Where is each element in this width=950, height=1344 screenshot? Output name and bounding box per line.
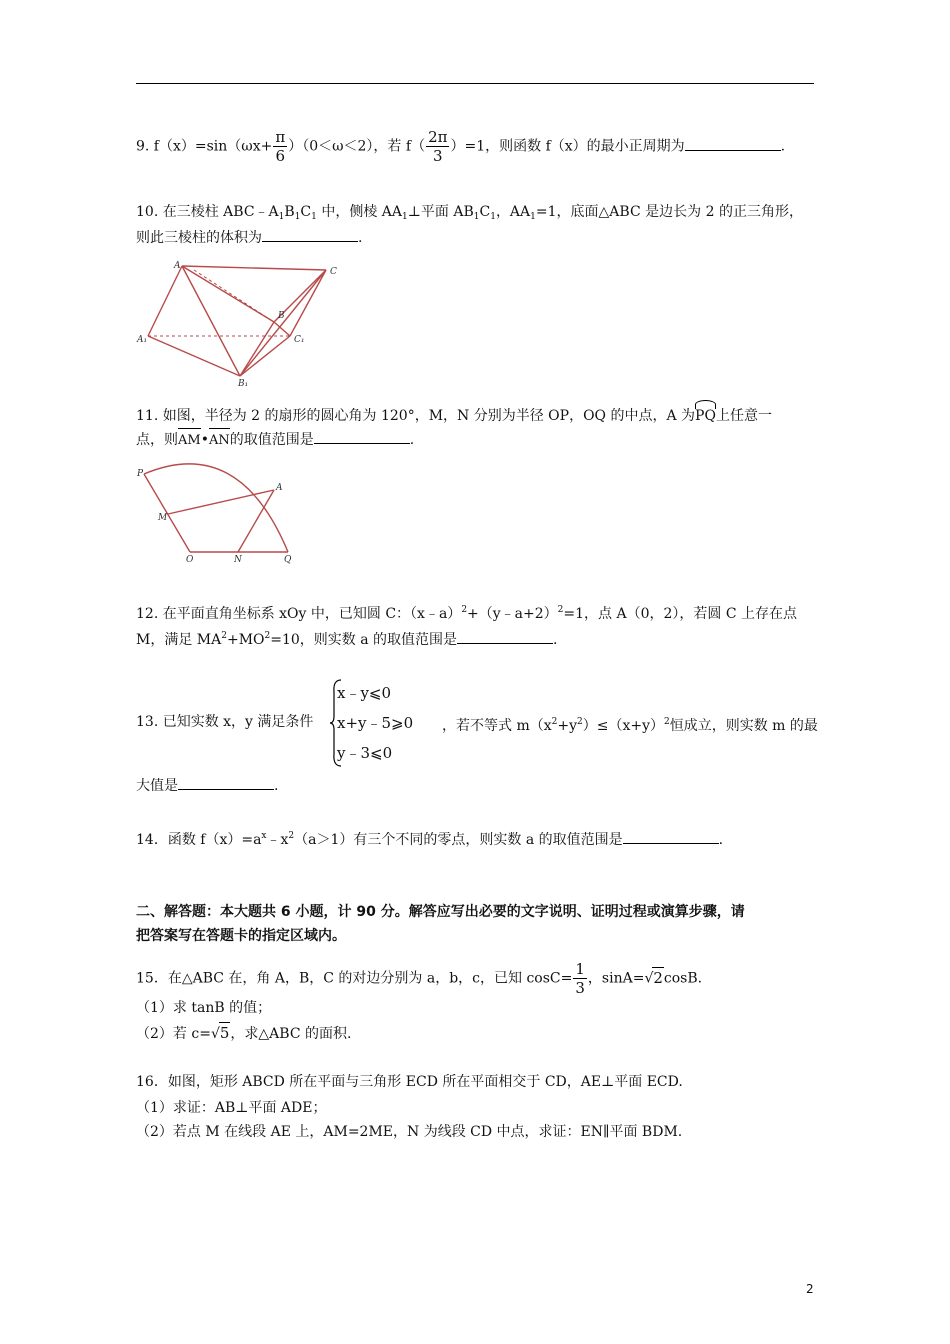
q15-frac-num: 1	[575, 960, 585, 978]
q15-tail: cosB.	[663, 970, 703, 987]
question-16: 16．如图，矩形 ABCD 所在平面与三角形 ECD 所在平面相交于 CD，AE⊥平面 ECD.	[136, 1074, 683, 1090]
sqrt-symbol: √	[644, 970, 654, 987]
question-15-part-1: （1）求 tanB 的值；	[136, 1000, 272, 1016]
q11-line1-tail: 上任意一	[715, 408, 772, 424]
q13-tail-a: ，若不等式 m（x	[442, 718, 552, 734]
fig11-label-A: A	[276, 483, 283, 493]
edge-AC	[182, 266, 326, 270]
q13-tail-b: +y	[557, 718, 577, 734]
question-12-line-1	[136, 600, 797, 624]
q14-text-a: 14．函数 f（x）=a	[136, 832, 262, 848]
arc-PQ: PQ	[695, 400, 716, 426]
fig11-label-Q: Q	[284, 555, 292, 565]
fig10-label-B1: B₁	[238, 379, 249, 389]
header-rule	[136, 83, 814, 84]
q10-sub: 1	[278, 212, 285, 222]
sqrt-radicand: 2	[653, 968, 663, 987]
inequality-2: x+y﹣5⩾0	[337, 714, 414, 732]
edge-B1C	[240, 270, 326, 376]
q13-tail-c: ）≤（x+y）	[582, 718, 664, 734]
q9-frac1-num: π	[275, 128, 286, 146]
section-2-heading-line-1: 二、解答题：本大题共 6 小题，计 90 分。解答应写出必要的文字说明、证明过程或演算步骤，请	[136, 904, 745, 920]
q9-frac2-num: 2π	[428, 128, 448, 146]
q10-text-e: ⊥平面 AB	[407, 204, 474, 220]
q13-end: .	[274, 778, 279, 794]
arc-PQ-curve	[144, 464, 288, 552]
fig10-label-A: A	[174, 261, 181, 271]
question-15	[136, 960, 702, 997]
q14-sup-x: x	[261, 831, 267, 841]
q12-line2-b: +MO	[226, 632, 265, 648]
q15-fraction	[573, 960, 587, 997]
fig11-label-M: M	[158, 513, 168, 523]
section-2-heading-line-2: 把答案写在答题卡的指定区域内。	[136, 928, 346, 944]
sector-figure	[134, 456, 304, 566]
question-9	[136, 128, 785, 165]
question-10-line-2	[136, 228, 362, 248]
inequality-3: y﹣3⩽0	[337, 744, 393, 762]
q11-line2-a: 点，则	[136, 432, 178, 448]
fig11-label-N: N	[234, 555, 242, 565]
edge-A1B1	[148, 336, 240, 376]
q10-text-d: 中，侧棱 AA	[316, 204, 402, 220]
question-10-line-1	[136, 202, 803, 227]
q13-answer-blank[interactable]	[178, 776, 274, 790]
segment-NA	[238, 490, 274, 552]
question-15-part-2	[136, 1022, 351, 1044]
q12-text-c: =1，点 A（0，2），若圆 C 上存在点	[563, 606, 798, 622]
inequality-1: x﹣y⩽0	[337, 684, 392, 702]
fig11-label-P: P	[137, 469, 144, 479]
q13-line2: 大值是	[136, 778, 178, 794]
q12-sup: 2	[557, 605, 564, 615]
q10-sub: 1	[402, 212, 408, 222]
edge-CC1	[290, 270, 326, 336]
q10-sub: 1	[311, 212, 317, 222]
q10-text-h: =1，底面△ABC 是边长为 2 的正三角形，	[535, 204, 803, 220]
q9-text-lead: 9. f（x）=sin（ωx+	[136, 138, 273, 155]
inequality-system	[337, 678, 413, 768]
q11-line2-b: 的取值范围是	[229, 432, 314, 448]
q13-sup: 2	[551, 717, 558, 727]
q10-text-a: 10. 在三棱柱 ABC﹣A	[136, 204, 279, 220]
q14-text-c: （a＞1）有三个不同的零点，则实数 a 的取值范围是	[294, 832, 623, 848]
q10-answer-blank[interactable]	[262, 228, 358, 242]
q15-frac-den: 3	[575, 979, 585, 997]
fig10-label-C: C	[330, 267, 337, 277]
question-14	[136, 826, 723, 850]
q12-line2-c: =10，则实数 a 的取值范围是	[270, 632, 458, 648]
q15-p2-a: （2）若 c=	[136, 1026, 211, 1042]
q10-text-f: C	[479, 204, 491, 220]
segment-MA	[168, 490, 274, 514]
q11-end: .	[409, 432, 415, 448]
q12-sup: 2	[461, 605, 468, 615]
vector-AN: AN	[209, 426, 230, 451]
q9-end: .	[780, 138, 786, 155]
page-number: 2	[806, 1282, 814, 1296]
q11-answer-blank[interactable]	[314, 430, 410, 444]
q13-lead: 13. 已知实数 x，y 满足条件	[136, 714, 314, 730]
edge-AA1	[148, 266, 182, 336]
q14-text-b: ﹣x	[266, 832, 289, 848]
q15-p2-b: ，求△ABC 的面积.	[230, 1026, 352, 1042]
q9-fraction-2	[426, 128, 449, 165]
q10-sub: 1	[530, 212, 536, 222]
q12-end: .	[553, 632, 558, 648]
q10-text-g: ，AA	[495, 204, 531, 220]
edge-AB1	[182, 266, 240, 376]
edge-C1B1	[240, 336, 290, 376]
question-16-part-2: （2）若点 M 在线段 AE 上，AM=2ME，N 为线段 CD 中点，求证：EN∥平面 BDM.	[136, 1124, 683, 1140]
question-13-line-2	[136, 776, 278, 796]
q14-answer-blank[interactable]	[623, 830, 719, 844]
question-12-line-2	[136, 626, 558, 650]
q10-end: .	[358, 230, 363, 246]
q12-answer-blank[interactable]	[457, 630, 553, 644]
prism-figure	[134, 260, 354, 390]
q10-text-b: B	[284, 204, 295, 220]
fig10-label-C1: C₁	[294, 335, 305, 345]
q10-text-c: C	[300, 204, 312, 220]
sqrt-radicand: 5	[219, 1024, 230, 1042]
q9-answer-blank[interactable]	[685, 137, 781, 151]
q10-line2-text: 则此三棱柱的体积为	[136, 230, 262, 246]
q13-sup: 2	[664, 717, 670, 727]
question-11-line-1	[136, 400, 772, 426]
q12-line2-a: M，满足 MA	[136, 632, 222, 648]
q9-frac1-den: 6	[275, 147, 286, 165]
q15-lead: 15．在△ABC 在，角 A，B，C 的对边分别为 a，b，c，已知 cosC=	[136, 970, 573, 987]
question-13-lead	[136, 712, 313, 732]
q14-end: .	[718, 832, 724, 848]
fig10-label-B: B	[278, 311, 285, 321]
q11-line1-text: 11. 如图，半径为 2 的扇形的圆心角为 120°，M，N 分别为半径 OP，OQ 的中点，A 为	[136, 408, 696, 424]
fig10-label-A1: A₁	[137, 335, 148, 345]
q13-tail-d: 恒成立，则实数 m 的最	[669, 718, 818, 734]
q9-text-tail: ）=1，则函数 f（x）的最小正周期为	[450, 138, 685, 155]
q12-sup: 2	[264, 631, 271, 641]
q9-fraction-1	[273, 128, 287, 165]
edge-BB1	[240, 322, 274, 376]
q9-frac2-den: 3	[433, 147, 443, 165]
q13-sup: 2	[577, 717, 583, 727]
sqrt-symbol: √	[210, 1026, 220, 1042]
question-11-line-2	[136, 426, 414, 451]
q10-sub: 1	[490, 212, 496, 222]
question-13-tail	[442, 712, 818, 736]
q9-text-mid: ）（0＜ω＜2），若 f（	[288, 138, 426, 155]
q12-sup: 2	[221, 631, 227, 641]
q10-sub: 1	[294, 212, 301, 222]
dot-product-symbol: •	[200, 432, 209, 448]
q12-text-b: +（y﹣a+2）	[467, 606, 558, 622]
q12-text-a: 12. 在平面直角坐标系 xOy 中，已知圆 C：（x﹣a）	[136, 606, 462, 622]
q15-mid: ，sinA=	[587, 970, 645, 987]
vector-AM: AM	[178, 426, 201, 451]
q10-sub: 1	[473, 212, 480, 222]
q14-sup-2: 2	[288, 831, 295, 841]
question-16-part-1: （1）求证：AB⊥平面 ADE；	[136, 1100, 327, 1116]
fig11-label-O: O	[186, 555, 194, 565]
